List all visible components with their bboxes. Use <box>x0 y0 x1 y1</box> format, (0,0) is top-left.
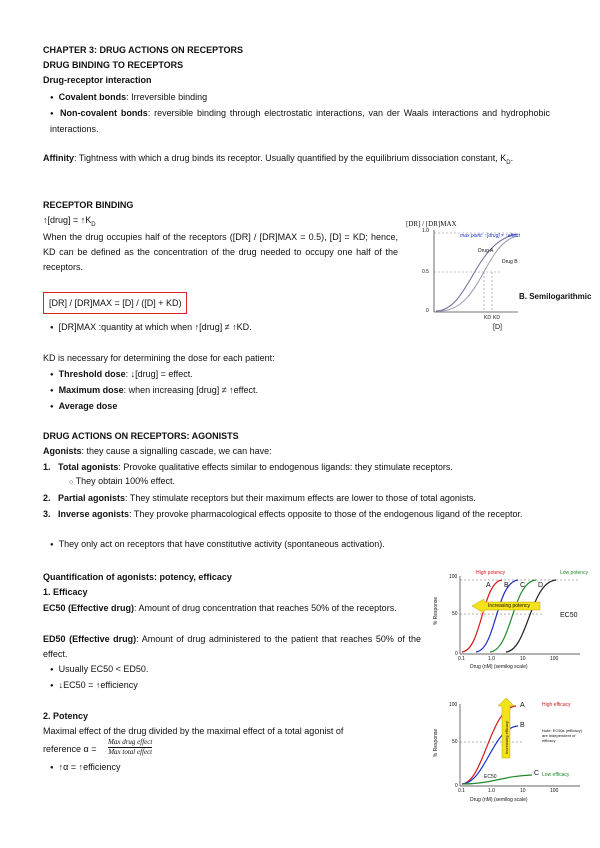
ec50-paragraph <box>43 601 421 616</box>
graph2-label-b: B <box>504 582 509 589</box>
graph2-xlabel: Drug (nM) (semilog scale) <box>470 664 528 670</box>
agonist-item-3-text: : They provoke pharmacological effects opposite to those of the endogenous ligand of the receptor. <box>129 509 523 519</box>
affinity-text: : Tightness with which a drug binds its receptor. Usually quantified by the equilibrium dissociation constant, K <box>74 153 507 163</box>
graph3-high: High efficacy <box>542 702 571 708</box>
graph3-xtick-01: 0.1 <box>458 788 465 794</box>
graph3-ytick-50: 50 <box>452 739 458 745</box>
noncovalent-label: Non-covalent bonds <box>59 108 148 118</box>
graph3-xlabel: Drug (nM) (semilog scale) <box>470 797 528 803</box>
ec50-eff-item: ● ↓EC50 = ↑efficiency <box>50 680 138 693</box>
maximum-label: Maximum dose <box>58 385 124 395</box>
graph2-label-a: A <box>486 582 491 589</box>
efficacy-heading: 1. Efficacy <box>43 587 88 597</box>
noncovalent-item <box>50 106 550 136</box>
noncovalent-text: : reversible binding through electrostatic interactions, van der Waals interactions and hydrophobic interactions. <box>50 108 550 134</box>
graph3-arrow-label: Increasing efficacy <box>504 720 509 754</box>
graph2-curve-d <box>506 580 556 652</box>
affinity-paragraph: Affinity: Tightness with which a drug binds its receptor. Usually quantified by the equilibrium dissociation constant, $K_D$. <box>43 153 514 166</box>
efficacy-graph <box>432 698 592 810</box>
receptor-binding-title: RECEPTOR BINDING <box>43 200 134 210</box>
agonist-item-1-num: 1. <box>43 462 51 472</box>
graph1-curve-b-label: Drug B <box>502 259 518 265</box>
potency-graph <box>432 568 592 676</box>
ed50-label: ED50 (Effective drug) <box>43 634 137 644</box>
graph3-plot <box>432 698 592 810</box>
potency-fraction <box>108 738 152 757</box>
graph2-ytick-100: 100 <box>449 574 458 580</box>
graph2-xtick-100: 100 <box>550 656 559 662</box>
covalent-label: Covalent bonds <box>58 92 127 102</box>
kd-relation-text: ↑[drug] = ↑K <box>43 215 92 225</box>
graph3-ylabel: % Response <box>433 728 440 758</box>
threshold-label: Threshold dose <box>58 369 126 379</box>
agonist-item-3 <box>43 507 556 521</box>
graph1-curve-a-label: Drug A <box>478 248 494 254</box>
agonists-intro <box>43 446 272 457</box>
graph2-plot <box>432 568 592 676</box>
graph3-ytick-0: 0 <box>455 783 458 789</box>
graph3-xtick-1: 1.0 <box>488 788 495 794</box>
agonist-item-1-text: : Provoke qualitative effects similar to endogenous ligands: they stimulate receptors. <box>118 462 453 472</box>
binding-graph <box>400 220 600 345</box>
graph3-note: Note: EC50s (efficacy) are independent of efficacy <box>542 728 582 743</box>
graph2-xtick-01: 0.1 <box>458 656 465 662</box>
potency-heading: 2. Potency <box>43 711 89 721</box>
constitutive-item: ● They only act on receptors that have constitutive activity (spontaneous activation). <box>50 539 385 552</box>
agonist-item-2 <box>43 492 476 504</box>
section-binding: DRUG BINDING TO RECEPTORS <box>43 60 184 70</box>
agonists-title: DRUG ACTIONS ON RECEPTORS: AGONISTS <box>43 431 239 441</box>
graph1-xlabel: [D] <box>493 324 502 331</box>
graph3-label-b: B <box>520 722 525 729</box>
graph2-ylabel: % Response <box>433 596 440 626</box>
ec50-label: EC50 (Effective drug) <box>43 603 135 613</box>
graph3-ec50: EC50 <box>484 774 497 780</box>
graph3-label-c: C <box>534 770 540 777</box>
ed50-text: : Amount of drug administered to the patient that reaches 50% of the effect. <box>43 634 421 659</box>
graph1-curve-a <box>436 234 518 311</box>
agonist-item-3-num: 3. <box>43 509 51 519</box>
kd-relation: ↑[drug] = $↑K_D$ <box>43 215 96 228</box>
potency-text-2-label: reference α = <box>43 744 97 754</box>
average-item: ● Average dose <box>50 401 117 414</box>
graph2-high: High potency <box>476 570 506 576</box>
potency-text-1: Maximal effect of the drug divided by the maximal effect of a total agonist of <box>43 726 344 736</box>
graph3-xtick-10: 10 <box>520 788 526 794</box>
graph3-low: Low efficacy <box>542 772 570 778</box>
agonists-intro-text: : they cause a signalling cascade, we can have: <box>81 446 272 456</box>
agonist-item-2-label: Partial agonists <box>58 493 126 503</box>
graph2-ytick-50: 50 <box>452 611 458 617</box>
graph2-label-c: C <box>520 582 526 589</box>
covalent-item <box>50 92 207 105</box>
chapter-title: CHAPTER 3: DRUG ACTIONS ON RECEPTORS <box>43 45 244 55</box>
drmax-item: ● [DR]MAX :quantity at which when ↑[drug] ≠ ↑KD. <box>50 322 252 335</box>
total-sub: ○ They obtain 100% effect. <box>69 476 175 486</box>
ec50-text: : Amount of drug concentration that reaches 50% of the receptors. <box>134 603 397 613</box>
fraction-top: Max drug effect <box>108 738 153 746</box>
quantification-title: Quantification of agonists: potency, efficacy <box>43 572 232 582</box>
graph2-ec50: EC50 <box>560 612 578 619</box>
graph2-low: Low potency <box>560 570 589 576</box>
alpha-item: ● ↑α = ↑efficiency <box>50 762 120 775</box>
agonists-intro-label: Agonists <box>43 446 82 456</box>
ed50-paragraph <box>43 632 421 662</box>
affinity-label: Affinity <box>43 153 74 163</box>
graph3-xtick-100: 100 <box>550 788 559 794</box>
graph1-xtick-2: KD <box>493 315 500 321</box>
graph3-label-a: A <box>520 702 525 709</box>
kd-dose-text: KD is necessary for determining the dose for each patient: <box>43 353 275 363</box>
half-occupancy-text: When the drug occupies half of the receptors ([DR] / [DR]MAX = 0.5), [D] = KD; hence, KD can be defined as the concentration of the drug needed to occupy one half of the receptors. <box>43 232 398 272</box>
graph1-ytick-05: 0.5 <box>422 269 429 275</box>
fraction-bottom: Max total effect <box>108 748 153 756</box>
graph1-caption: B. Semilogarithmic <box>519 292 592 301</box>
graph1-ytick-0: 0 <box>426 308 429 314</box>
agonist-item-3-label: Inverse agonists <box>58 509 130 519</box>
total-sub-text: They obtain 100% effect. <box>75 476 175 486</box>
formula: [DR] / [DR]MAX = [D] / ([D] + KD) <box>49 298 182 308</box>
potency-text-2 <box>43 744 96 755</box>
graph1-xtick-1: KD <box>484 315 491 321</box>
covalent-text: : Irreversible binding <box>126 92 208 102</box>
graph2-label-d: D <box>538 582 544 589</box>
graph2-ytick-0: 0 <box>455 651 458 657</box>
threshold-text: : ↓[drug] = effect. <box>125 369 193 379</box>
graph3-ytick-100: 100 <box>449 702 458 708</box>
usually-item: ● Usually EC50 < ED50. <box>50 664 148 677</box>
maximum-text: : when increasing [drug] ≠ ↑effect. <box>123 385 259 395</box>
agonist-item-2-num: 2. <box>43 493 51 503</box>
graph1-annotation: max point: ↑[drug] ≠ ↑effect <box>460 233 520 239</box>
graph2-xtick-1: 1.0 <box>488 656 495 662</box>
threshold-item <box>50 369 193 382</box>
graph1-ylabel: [DR] / [DR]MAX <box>406 220 457 228</box>
agonist-item-1-label: Total agonists <box>58 462 119 472</box>
maximum-item <box>50 385 258 398</box>
agonist-item-2-text: : They stimulate receptors but their maximum effects are lower to those of total agonists. <box>125 493 476 503</box>
graph1-ytick-1: 1.0 <box>422 228 429 234</box>
sub-interaction: Drug-receptor interaction <box>43 75 152 85</box>
agonist-item-1 <box>43 461 453 473</box>
graph2-arrow-label: Increasing potency <box>488 603 530 609</box>
graph2-xtick-10: 10 <box>520 656 526 662</box>
